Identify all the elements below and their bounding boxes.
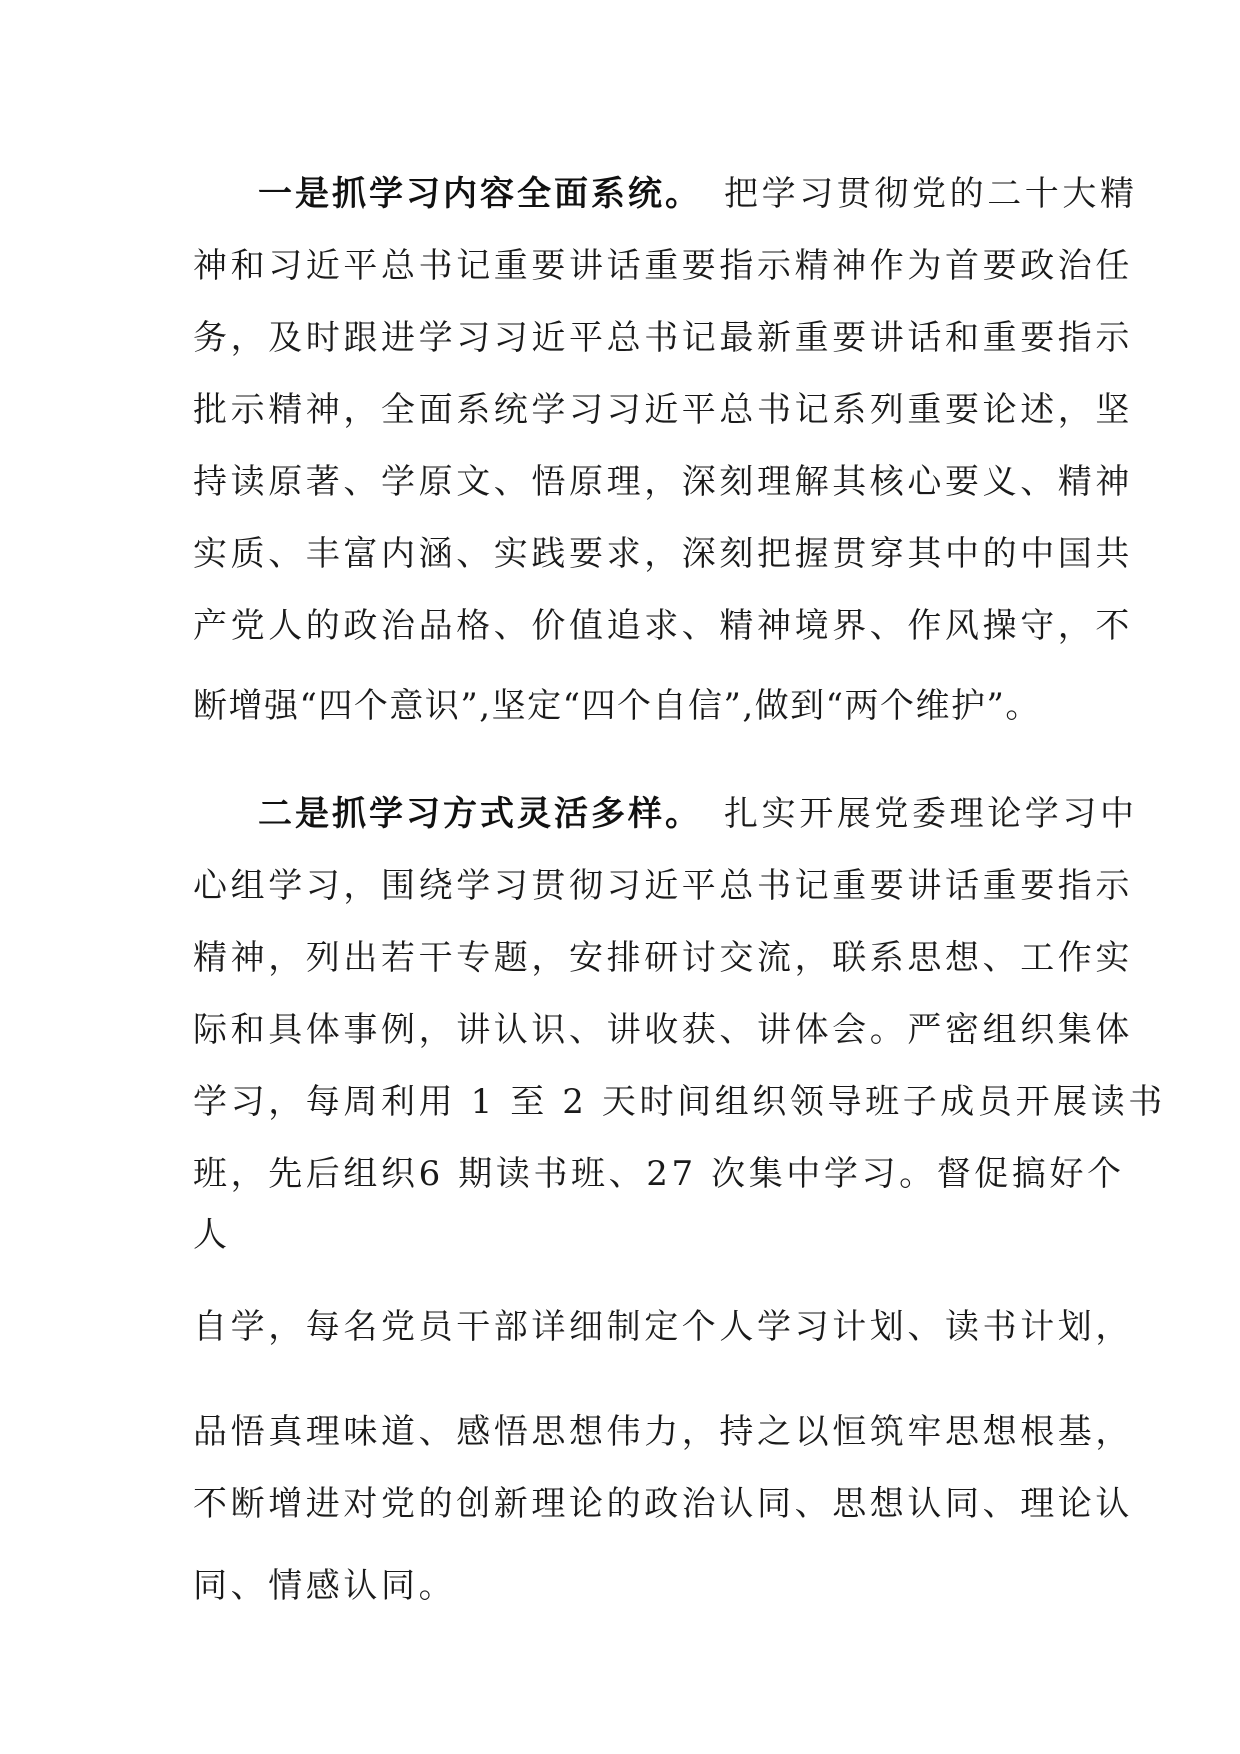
section-2-line-4: 际和具体事例，讲认识、讲收获、讲体会。严密组织集体 — [193, 1010, 1133, 1050]
section-1-line-1: 把学习贯彻党的二十大精 — [724, 174, 1138, 214]
section-2-heading: 二是抓学习方式灵活多样。 — [258, 794, 702, 834]
section-2-first-line — [258, 792, 1138, 836]
section-1-line-6: 实质、丰富内涵、实践要求，深刻把握贯穿其中的中国共 — [193, 534, 1133, 574]
section-2-line-11: 同、情感认同。 — [193, 1566, 457, 1606]
section-1-line-3: 务，及时跟进学习习近平总书记最新重要讲话和重要指示 — [193, 318, 1133, 358]
section-1-line-2: 神和习近平总书记重要讲话重要指示精神作为首要政治任 — [193, 246, 1133, 286]
section-1-first-line — [258, 172, 1138, 216]
section-2-line-5: 学习，每周利用 1 至 2 天时间组织领导班子成员开展读书 — [193, 1082, 1166, 1122]
section-1-line-5: 持读原著、学原文、悟原理，深刻理解其核心要义、精神 — [193, 462, 1133, 502]
section-2-line-9: 品悟真理味道、感悟思想伟力，持之以恒筑牢思想根基， — [193, 1412, 1133, 1452]
section-1-line-8: 断增强“四个意识”,坚定“四个自信”,做到“两个维护”。 — [193, 686, 1041, 726]
section-1-line-4: 批示精神，全面系统学习习近平总书记系列重要论述，坚 — [193, 390, 1133, 430]
section-2-line-2: 心组学习，围绕学习贯彻习近平总书记重要讲话重要指示 — [193, 866, 1133, 906]
section-2-line-6: 班，先后组织6 期读书班、27 次集中学习。督促搞好个 — [193, 1154, 1125, 1194]
section-2-line-7: 人 — [193, 1215, 231, 1255]
section-1-heading: 一是抓学习内容全面系统。 — [258, 174, 702, 214]
section-1-line-7: 产党人的政治品格、价值追求、精神境界、作风操守，不 — [193, 606, 1133, 646]
section-2-line-1: 扎实开展党委理论学习中 — [724, 794, 1138, 834]
section-2-line-10: 不断增进对党的创新理论的政治认同、思想认同、理论认 — [193, 1484, 1133, 1524]
section-2-line-8: 自学，每名党员干部详细制定个人学习计划、读书计划， — [193, 1307, 1133, 1347]
section-2-line-3: 精神，列出若干专题，安排研讨交流，联系思想、工作实 — [193, 938, 1133, 978]
